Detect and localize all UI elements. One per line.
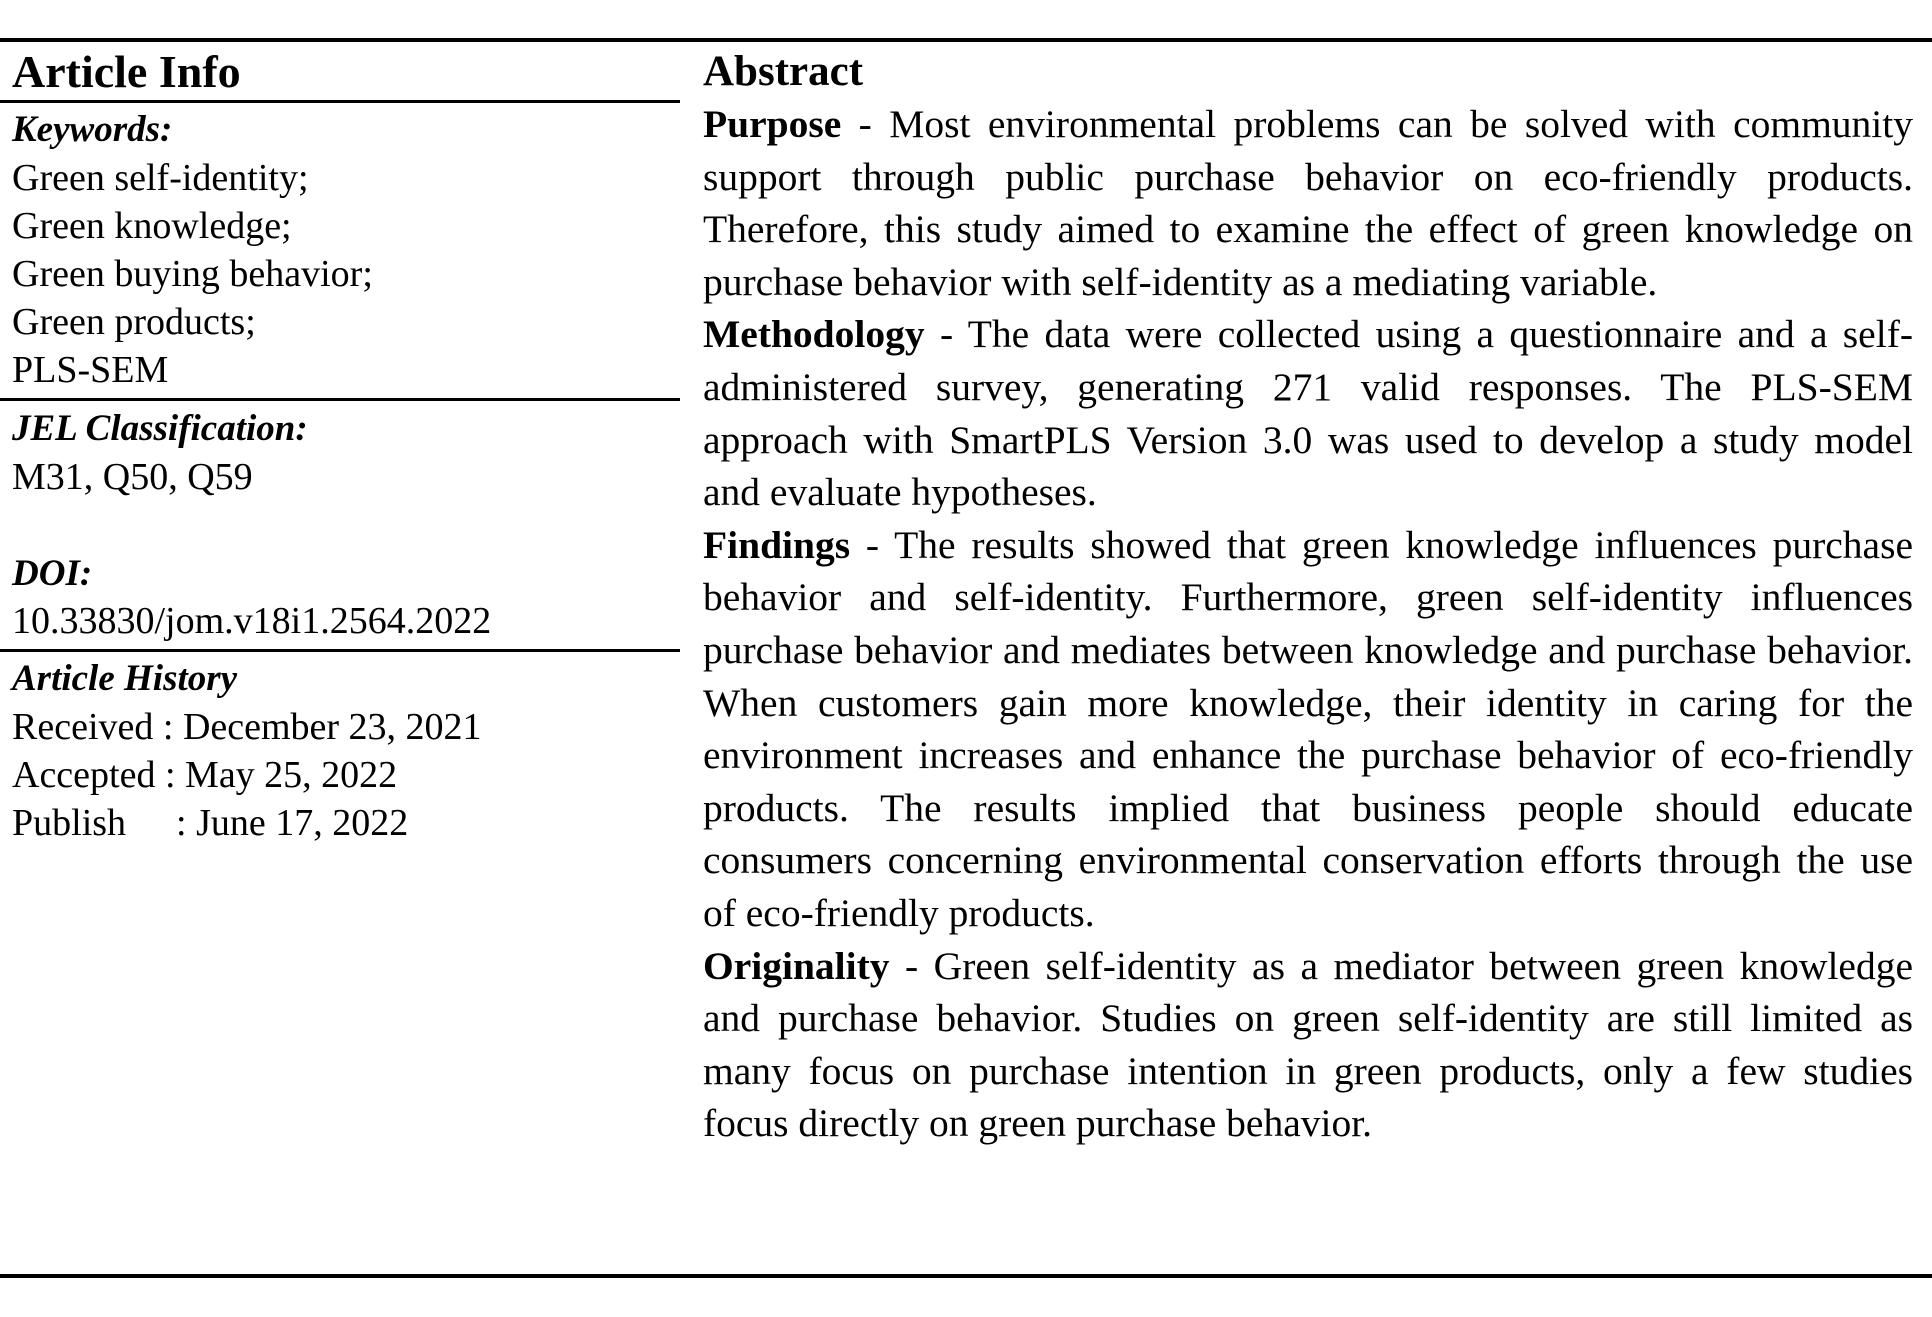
history-received — [12, 703, 482, 751]
section-text: - Most environmental problems can be solved with community support through public purchase behavior on eco-friendly products. Therefore, this study aimed to examine the effect of green knowledge on purchase behavior with self-identity as a mediating variable. — [703, 102, 1913, 304]
history-label: Received — [12, 706, 154, 748]
article-info-title: Article Info — [12, 46, 241, 97]
keywords-list — [12, 154, 373, 394]
info-title-rule — [0, 100, 680, 103]
history-separator: : — [153, 706, 183, 748]
abstract-originality — [703, 940, 1913, 1150]
history-label: Publish — [12, 802, 127, 844]
top-rule — [0, 38, 1932, 42]
section-text: - The data were collected using a questionnaire and a self-administered survey, generating 271 valid responses. The PLS-SEM approach with SmartPLS Version 3.0 was used to develop a study model and evaluate hypotheses. — [703, 312, 1913, 515]
doi-value[interactable]: 10.33830/jom.v18i1.2564.2022 — [12, 600, 492, 642]
article-history-list — [12, 703, 482, 847]
keyword-item: Green self-identity; — [12, 157, 309, 199]
history-label: Accepted — [12, 754, 156, 796]
history-date: December 23, 2021 — [182, 706, 482, 748]
section-text: - The results showed that green knowledge influences purchase behavior and self-identity. Furthermore, green self-identity influences purchase behavior and mediates between knowledge and purchase behavior. When customers gain more knowledge, their identity in caring for the environment increases and enhance the purchase behavior of eco-friendly products. The results implied that business people should educate consumers concerning environmental conservation efforts through the use of eco-friendly products. — [703, 522, 1913, 935]
history-date: June 17, 2022 — [196, 802, 409, 844]
keywords-rule — [0, 398, 680, 401]
section-term: Methodology — [703, 312, 925, 357]
section-term: Findings — [703, 522, 851, 567]
abstract-findings — [703, 519, 1913, 940]
section-term: Purpose — [703, 102, 842, 146]
keyword-item: Green knowledge; — [12, 205, 292, 247]
abstract-methodology — [703, 308, 1913, 518]
history-accepted — [12, 751, 482, 799]
history-separator: : — [155, 754, 186, 796]
bottom-rule — [0, 1274, 1932, 1278]
keyword-item: PLS-SEM — [12, 349, 169, 391]
jel-value: M31, Q50, Q59 — [12, 456, 253, 498]
section-term: Originality — [703, 943, 890, 988]
article-history-label: Article History — [12, 658, 238, 699]
history-separator: : — [176, 802, 197, 844]
jel-label: JEL Classification: — [12, 408, 308, 449]
doi-label: DOI: — [12, 553, 93, 594]
keywords-label: Keywords: — [12, 109, 173, 150]
section-text: - Green self-identity as a mediator between green knowledge and purchase behavior. Studies on green self-identity are still limited as many focus on purchase intention in green products, only a few studies focus directly on green purchase behavior. — [703, 943, 1913, 1146]
history-publish — [12, 799, 482, 847]
doi-rule — [0, 649, 680, 652]
keyword-item: Green products; — [12, 301, 256, 343]
abstract-column — [703, 46, 1913, 1150]
abstract-purpose — [703, 98, 1913, 308]
keyword-item: Green buying behavior; — [12, 253, 373, 295]
abstract-title: Abstract — [703, 48, 864, 95]
history-date: May 25, 2022 — [185, 754, 398, 796]
